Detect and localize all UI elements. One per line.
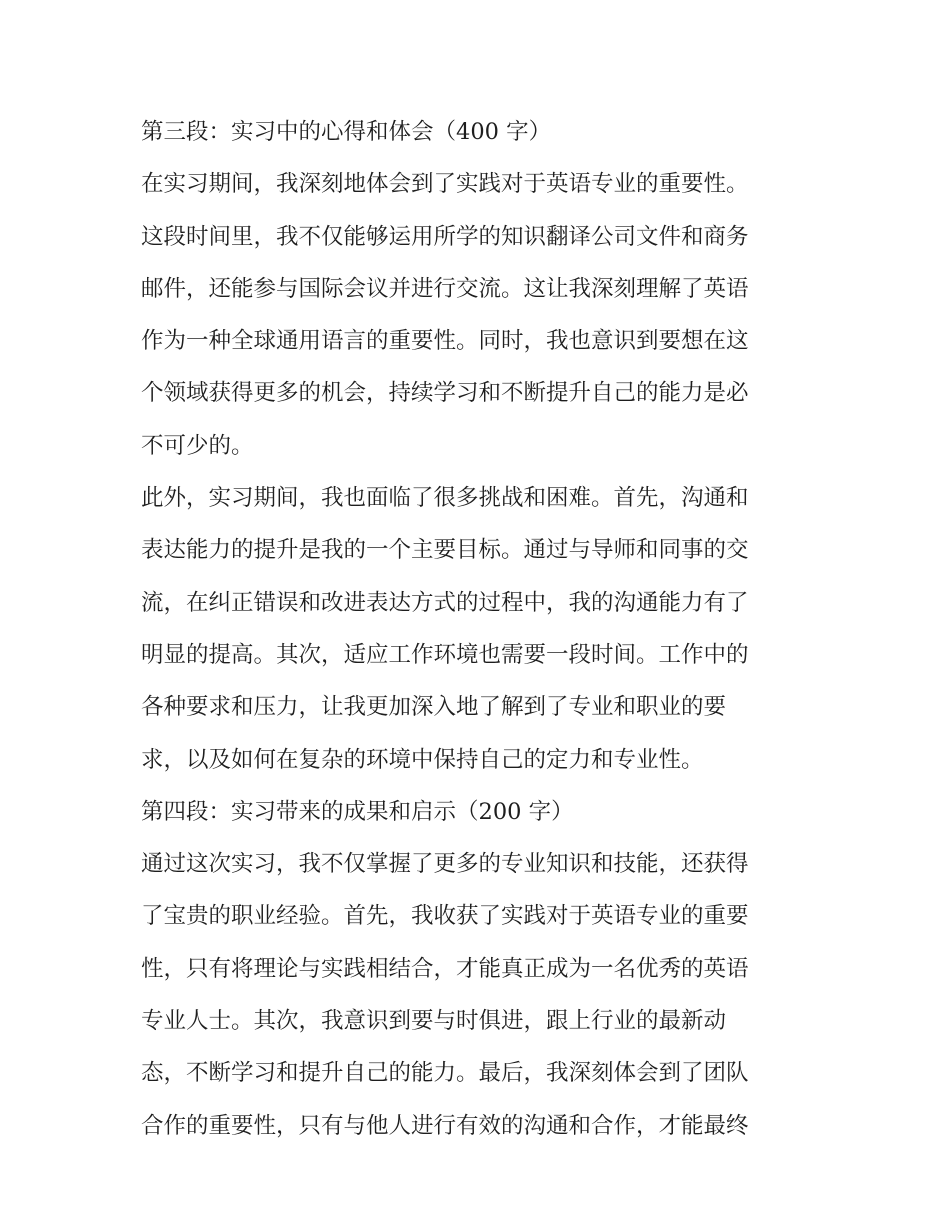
paragraph-line: 个领域获得更多的机会，持续学习和不断提升自己的能力是必 [141,380,749,407]
paragraph-line: 这段时间里，我不仅能够运用所学的知识翻译公司文件和商务 [141,223,749,250]
section-heading-4: 第四段：实习带来的成果和启示（200 字） [141,798,574,825]
paragraph-line: 不可少的。 [141,432,254,459]
paragraph-line: 邮件，还能参与国际会议并进行交流。这让我深刻理解了英语 [141,275,749,302]
document-body [141,106,821,1152]
paragraph-line: 明显的提高。其次，适应工作环境也需要一段时间。工作中的 [141,641,749,668]
paragraph-line: 通过这次实习，我不仅掌握了更多的专业知识和技能，还获得 [141,851,749,878]
paragraph-line: 此外，实习期间，我也面临了很多挑战和困难。首先，沟通和 [141,485,749,512]
paragraph-line: 求，以及如何在复杂的环境中保持自己的定力和专业性。 [141,746,704,773]
paragraph-line: 了宝贵的职业经验。首先，我收获了实践对于英语专业的重要 [141,903,749,930]
paragraph-line: 流，在纠正错误和改进表达方式的过程中，我的沟通能力有了 [141,589,749,616]
paragraph-line: 各种要求和压力，让我更加深入地了解到了专业和职业的要 [141,694,727,721]
paragraph-line: 态，不断学习和提升自己的能力。最后，我深刻体会到了团队 [141,1060,749,1087]
paragraph-line: 合作的重要性，只有与他人进行有效的沟通和合作，才能最终 [141,1112,749,1139]
paragraph-line: 性，只有将理论与实践相结合，才能真正成为一名优秀的英语 [141,955,749,982]
paragraph-line: 表达能力的提升是我的一个主要目标。通过与导师和同事的交 [141,537,749,564]
section-heading-3: 第三段：实习中的心得和体会（400 字） [141,119,552,145]
paragraph-line: 专业人士。其次，我意识到要与时俱进，跟上行业的最新动 [141,1008,727,1035]
paragraph-line: 作为一种全球通用语言的重要性。同时，我也意识到要想在这 [141,328,749,355]
paragraph-line: 在实习期间，我深刻地体会到了实践对于英语专业的重要性。 [141,171,749,198]
